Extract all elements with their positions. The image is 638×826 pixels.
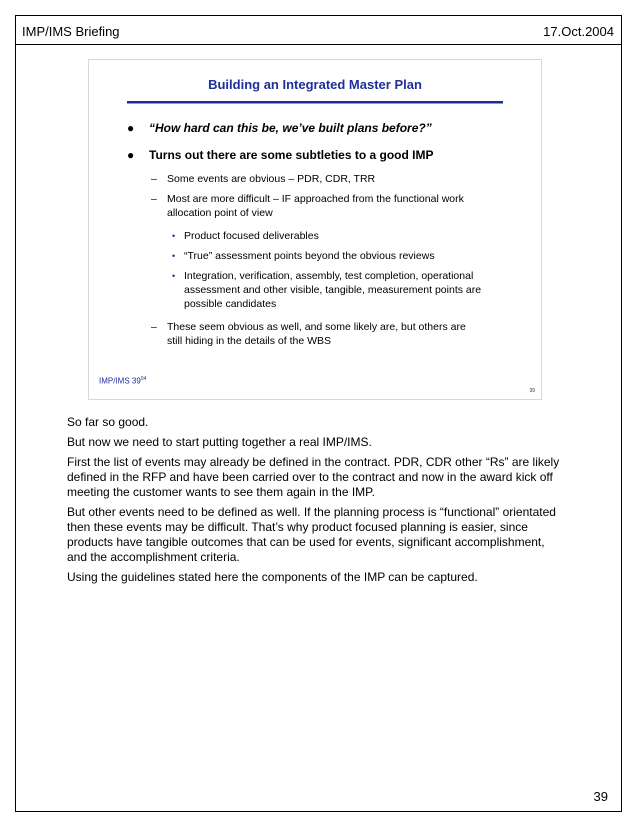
notes-paragraph: So far so good. — [67, 415, 149, 429]
sub-bullet-text-line-2: allocation point of view — [167, 207, 273, 219]
sub-sub-bullet-text: “True” assessment points beyond the obvious reviews — [184, 250, 435, 262]
slide-footer-label — [99, 376, 146, 386]
bullet-dot-icon: ● — [127, 121, 135, 135]
bullet-subtleties — [127, 148, 434, 162]
sub-bullet-hidden — [151, 320, 466, 348]
sub-bullet-text-line-1: Most are more difficult – IF approached from the functional work — [167, 193, 464, 205]
slide-thumbnail — [88, 59, 542, 400]
bullet-dot-icon: ● — [127, 148, 135, 162]
bullet-text: “How hard can this be, we’ve built plans before?” — [149, 121, 432, 135]
slide-title-rule — [127, 101, 503, 103]
sub-sub-bullet-text-line-2: assessment and other visible, tangible, measurement points are — [184, 284, 482, 296]
sub-bullet-text-line-1: These seem obvious as well, and some likely are, but others are — [167, 321, 466, 333]
notes-paragraph: First the list of events may already be defined in the contract. PDR, CDR other “Rs” are likely defined in the RFP and have been carried over to the contract and now in the award kick off meeting the customer wants to see them again in the IMP. — [67, 455, 560, 499]
sub-bullet-text-line-2: still hiding in the details of the WBS — [167, 335, 332, 347]
dash-icon: – — [151, 193, 157, 205]
sub-sub-bullet-text-line-1: Integration, verification, assembly, test completion, operational — [184, 270, 474, 282]
dash-icon: – — [151, 173, 157, 185]
sub-sub-bullet-assessment — [172, 249, 435, 263]
header-divider — [15, 44, 622, 45]
slide-footer-text: IMP/IMS 39 — [99, 376, 141, 386]
sub-bullet-difficult — [151, 192, 464, 220]
dash-icon: – — [151, 321, 157, 333]
slide-title: Building an Integrated Master Plan — [208, 77, 422, 92]
document-date: 17.Oct.2004 — [543, 24, 614, 39]
document-title: IMP/IMS Briefing — [22, 24, 120, 39]
sub-bullet-text: Some events are obvious – PDR, CDR, TRR — [167, 173, 376, 185]
small-bullet-icon: • — [172, 231, 176, 241]
notes-paragraph: Using the guidelines stated here the components of the IMP can be captured. — [67, 570, 478, 584]
sub-sub-bullet-text: Product focused deliverables — [184, 230, 319, 242]
slide-footer-superscript: 04 — [140, 376, 147, 382]
speaker-notes — [67, 415, 567, 590]
notes-paragraph: But now we need to start putting together a real IMP/IMS. — [67, 435, 372, 449]
bullet-question — [127, 121, 432, 135]
notes-paragraph: But other events need to be defined as well. If the planning process is “functional” orientated then these events may be difficult. That’s why product focused planning is easier, since products have tangible outcomes that can be used for events, significant accomplishment, and the accomplishment criteria. — [67, 505, 556, 564]
sub-sub-bullet-integration — [172, 269, 482, 311]
slide-number: 39 — [529, 388, 535, 394]
bullet-text: Turns out there are some subtleties to a good IMP — [149, 148, 434, 162]
sub-bullet-obvious — [151, 172, 376, 186]
sub-sub-bullet-deliverables — [172, 229, 319, 243]
small-bullet-icon: • — [172, 271, 176, 281]
sub-sub-bullet-text-line-3: possible candidates — [184, 298, 277, 310]
page-number: 39 — [593, 789, 608, 804]
small-bullet-icon: • — [172, 251, 176, 261]
